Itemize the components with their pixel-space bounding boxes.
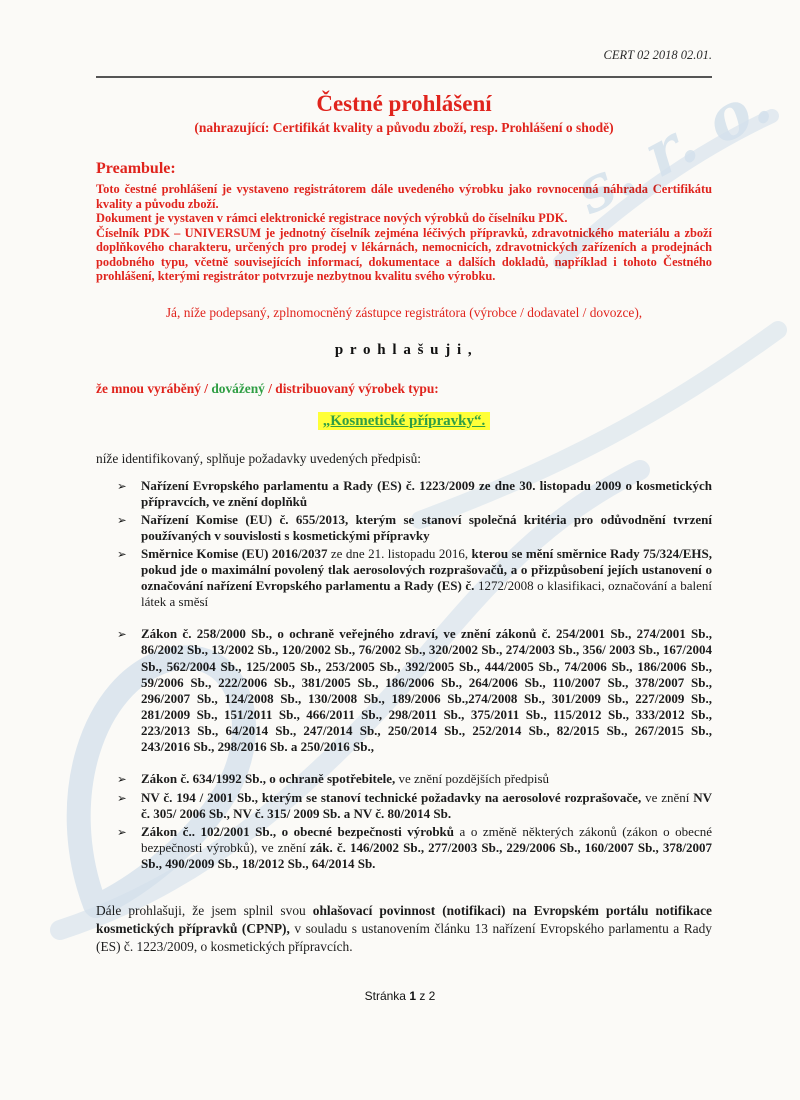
text-segment: ve znění xyxy=(641,789,694,805)
preamble-heading: Preambule: xyxy=(96,160,176,177)
regulation-text xyxy=(141,771,712,787)
text-segment: NV č. 194 / 2001 Sb., kterým se stanoví technické požadavky na aerosolové rozprašovače, xyxy=(141,789,642,805)
product-name-row xyxy=(96,412,712,430)
regulation-text xyxy=(141,824,712,872)
text-segment: že mnou vyráběný / xyxy=(96,380,212,396)
regulation-item xyxy=(96,546,712,610)
regulation-item xyxy=(96,512,712,544)
text-segment: Zákon č.. 102/2001 Sb., o obecné bezpečnosti výrobků xyxy=(141,823,455,839)
preamble-line: Toto čestné prohlášení je vystaveno registrátorem dále uvedeného výrobku jako rovnocenná náhrada Certifikátu kvality a původu zboží. xyxy=(96,182,712,211)
svg-text:s. r. o.: s. r. o. xyxy=(562,65,783,229)
arrow-bullet-icon: ➢ xyxy=(117,629,127,642)
text-segment: / distribuovaný výrobek typu: xyxy=(264,380,439,396)
text-segment: ohlašovací povinnost (notifikaci) na Evropském portálu notifikace kosmetických přípravků (CPNP), xyxy=(96,903,712,936)
page-subtitle: (nahrazující: Certifikát kvality a původu zboží, resp. Prohlášení o shodě) xyxy=(194,120,614,135)
text-segment: Nařízení Evropského parlamentu a Rady (ES) č. 1223/2009 ze dne 30. listopadu 2009 o kosmetických přípravcích, ve znění doplňků xyxy=(141,477,712,509)
preamble-block xyxy=(96,182,712,284)
declaration-intro: Já, níže podepsaný, zplnomocněný zástupce registrátora (výrobce / dodavatel / dovozce), xyxy=(165,304,643,320)
arrow-bullet-icon: ➢ xyxy=(117,514,127,527)
regulation-item xyxy=(96,771,712,787)
text-segment: kterou se mění směrnice Rady 75/324/EHS, pokud jde o maximální povolený tlak aerosolových rozprašovačů, a o přizpůsobení jejích ustanovení o označování nařízení Evropského parlamentu a Rady (ES) č. xyxy=(141,545,712,594)
text-segment: ze dne 21. listopadu 2016, xyxy=(327,545,472,561)
regulation-item xyxy=(96,478,712,510)
closing-paragraph xyxy=(96,902,712,955)
page-footer xyxy=(0,989,800,1003)
arrow-bullet-icon: ➢ xyxy=(117,774,127,787)
text-segment: z 2 xyxy=(416,989,436,1003)
declaration-verb: p r o h l a š u j i , xyxy=(334,341,474,358)
text-segment: 1 xyxy=(409,989,417,1003)
regulation-item xyxy=(96,790,712,822)
regulation-text xyxy=(141,512,712,544)
document-code: CERT 02 2018 02.01. xyxy=(603,48,712,62)
text-segment: dovážený xyxy=(211,380,265,396)
text-segment: Nařízení Komise (EU) č. 655/2013, kterým se stanoví společná kritéria pro odůvodnění tvrzení používaných v souvislosti s kosmetickými přípravky xyxy=(141,511,712,543)
arrow-bullet-icon: ➢ xyxy=(117,826,127,839)
text-segment: Směrnice Komise (EU) 2016/2037 xyxy=(141,545,328,561)
text-segment: v souladu s ustanovením článku 13 nařízení Evropského parlamentu a Rady (ES) č. 1223/2009, o kosmetických přípravcích. xyxy=(96,920,712,954)
regulation-text xyxy=(141,478,712,510)
arrow-bullet-icon: ➢ xyxy=(117,548,127,561)
text-segment: ve znění zákonů č. 254/2001 Sb., 274/2001 Sb., 86/2002 Sb., 13/2002 Sb., 120/2002 Sb., 76/2002 Sb., 320/2002 Sb., 274/2003 Sb., 356/ 2003 Sb., 167/2004 Sb., 562/2004 Sb., 125/2005 Sb., 253/2005 Sb., 392/2005 Sb., 444/2005 Sb., 74/2006 Sb., 186/2006 Sb., 59/2006 Sb., 222/2006 Sb., 381/2005 Sb., 186/2006 Sb., 264/2006 Sb., 110/2007 Sb., 378/2007 Sb., 296/2007 Sb., 124/2008 Sb., 130/2008 Sb., 189/2006 Sb.,274/2008 Sb., 301/2009 Sb., 227/2009 Sb., 281/2009 Sb., 151/2011 Sb., 466/2011 Sb., 298/2011 Sb., 375/2011 Sb., 115/2012 Sb., 333/2012 Sb., 223/2013 Sb., 64/2014 Sb., 247/2014 Sb., 250/2014 Sb., 252/2014 Sb., 82/2015 Sb., 267/2015 Sb., 243/2016 Sb., 298/2016 Sb. a 250/2016 Sb., xyxy=(141,626,712,755)
arrow-bullet-icon: ➢ xyxy=(117,792,127,805)
product-type-line xyxy=(96,381,712,397)
text-segment: a o změně některých zákonů (zákon o obecné bezpečnosti výrobků), ve znění xyxy=(141,823,712,855)
preamble-line: Číselník PDK – UNIVERSUM je jednotný číselník zejména léčivých přípravků, zdravotnického materiálu a zboží doplňkového charakteru, určených pro prodej v lékárnách, nemocnicích, zdravotnických zařízeních a prodejnách podobného typu, včetně souvisejících informací, dokumentace a dalších dokladů, například i tohoto Čestného prohlášení, kterými registrátor potvrzuje nezbytnou kvalitu svého výrobku. xyxy=(96,225,712,283)
regulation-text xyxy=(141,790,712,822)
regulation-text xyxy=(141,546,712,610)
text-segment: Zákon č. 634/1992 Sb., o ochraně spotřebitele, xyxy=(141,771,396,787)
product-name-highlight: „Kosmetické přípravky“. xyxy=(318,412,491,430)
page-title: Čestné prohlášení xyxy=(316,91,492,116)
text-segment: Zákon č. 258/2000 Sb., o ochraně veřejného zdraví, xyxy=(141,626,439,642)
text-segment: NV č. 305/ 2006 Sb., NV č. 315/ 2009 Sb. a NV č. 80/2014 Sb. xyxy=(141,789,713,821)
text-segment: zák. č. 146/2002 Sb., 277/2003 Sb., 229/2006 Sb., 160/2007 Sb., 378/2007 Sb., 490/2009 Sb., 18/2012 Sb., 64/2014 Sb. xyxy=(141,839,712,871)
text-segment: 1272/2008 o klasifikaci, označování a balení látek a směsí xyxy=(141,578,713,610)
identified-line: níže identifikovaný, splňuje požadavky uvedených předpisů: xyxy=(96,450,422,466)
text-segment: Dále prohlašuji, že jsem splnil svou xyxy=(96,903,313,919)
header-divider xyxy=(96,76,712,78)
text-segment: ve znění pozdějších předpisů xyxy=(395,771,550,787)
regulation-text xyxy=(141,626,712,755)
regulations-list xyxy=(96,478,712,873)
text-segment: Stránka xyxy=(364,989,410,1003)
preamble-line: Dokument je vystaven v rámci elektronické registrace nových výrobků do číselníku PDK. xyxy=(96,211,568,225)
regulation-item xyxy=(96,824,712,872)
arrow-bullet-icon: ➢ xyxy=(117,480,127,493)
regulation-item xyxy=(96,626,712,755)
